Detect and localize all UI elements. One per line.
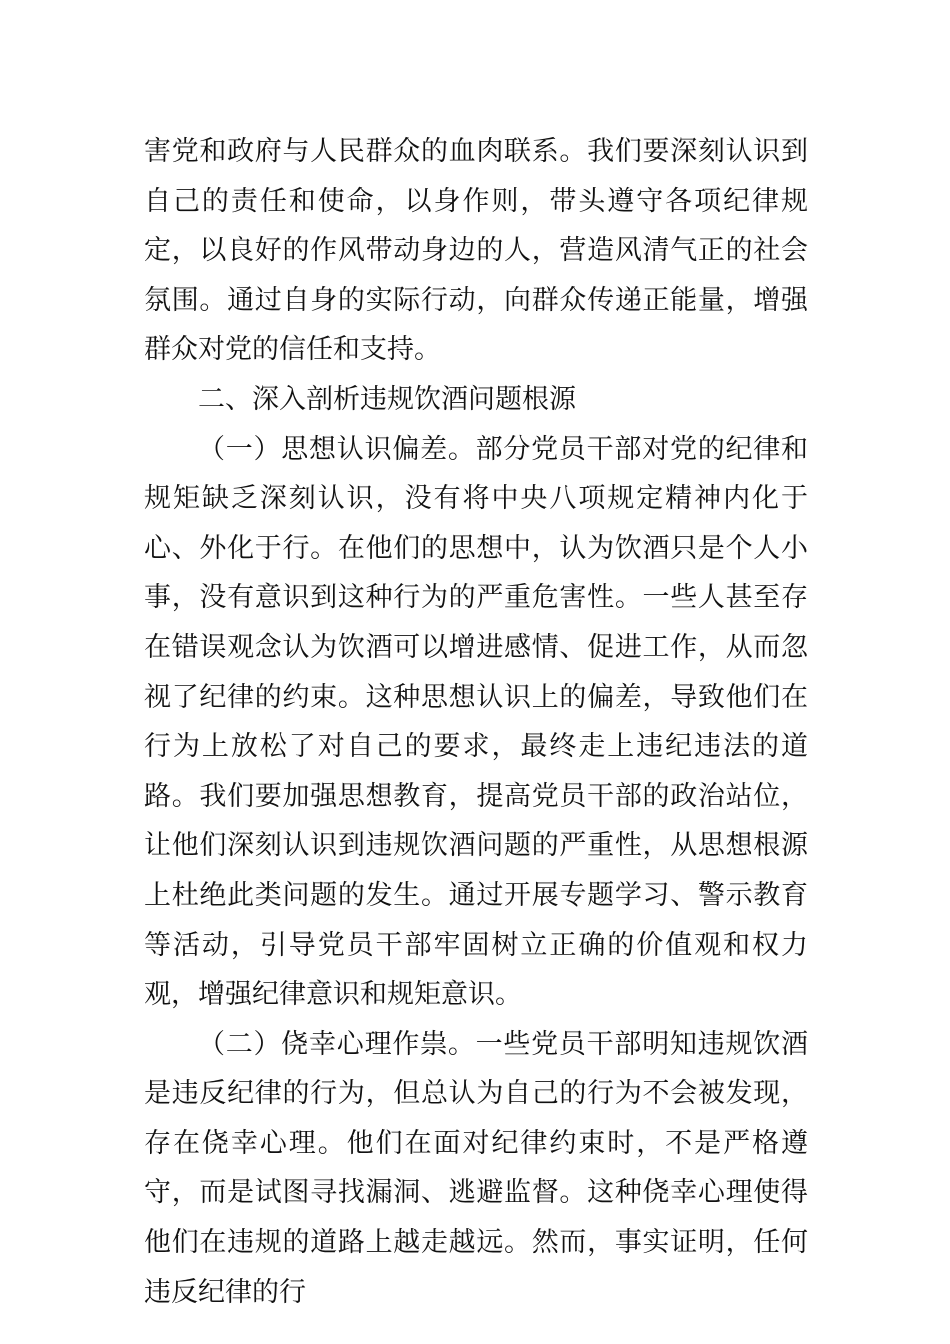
paragraph-luck-mentality: （二）侥幸心理作祟。一些党员干部明知违规饮酒是违反纪律的行为，但总认为自己的行为不会被发现，存在侥幸心理。他们在面对纪律约束时，不是严格遵守，而是试图寻找漏洞、逃避监督。这种侥幸心理使得他们在违规的道路上越走越远。然而，事实证明，任何违反纪律的行	[144, 1028, 808, 1308]
paragraph-continuation: 害党和政府与人民群众的血肉联系。我们要深刻认识到自己的责任和使命，以身作则，带头遵守各项纪律规定，以良好的作风带动身边的人，营造风清气正的社会氛围。通过自身的实际行动，向群众传递正能量，增强群众对党的信任和支持。	[144, 136, 808, 366]
section-heading: 二、深入剖析违规饮酒问题根源	[198, 383, 576, 415]
paragraph-ideological-bias: （一）思想认识偏差。部分党员干部对党的纪律和规矩缺乏深刻认识，没有将中央八项规定精神内化于心、外化于行。在他们的思想中，认为饮酒只是个人小事，没有意识到这种行为的严重危害性。一些人甚至存在错误观念认为饮酒可以增进感情、促进工作，从而忽视了纪律的约束。这种思想认识上的偏差，导致他们在行为上放松了对自己的要求，最终走上违纪违法的道路。我们要加强思想教育，提高党员干部的政治站位，让他们深刻认识到违规饮酒问题的严重性，从思想根源上杜绝此类问题的发生。通过开展专题学习、警示教育等活动，引导党员干部牢固树立正确的价值观和权力观，增强纪律意识和规矩意识。	[144, 433, 808, 1011]
document-body	[144, 127, 808, 1317]
